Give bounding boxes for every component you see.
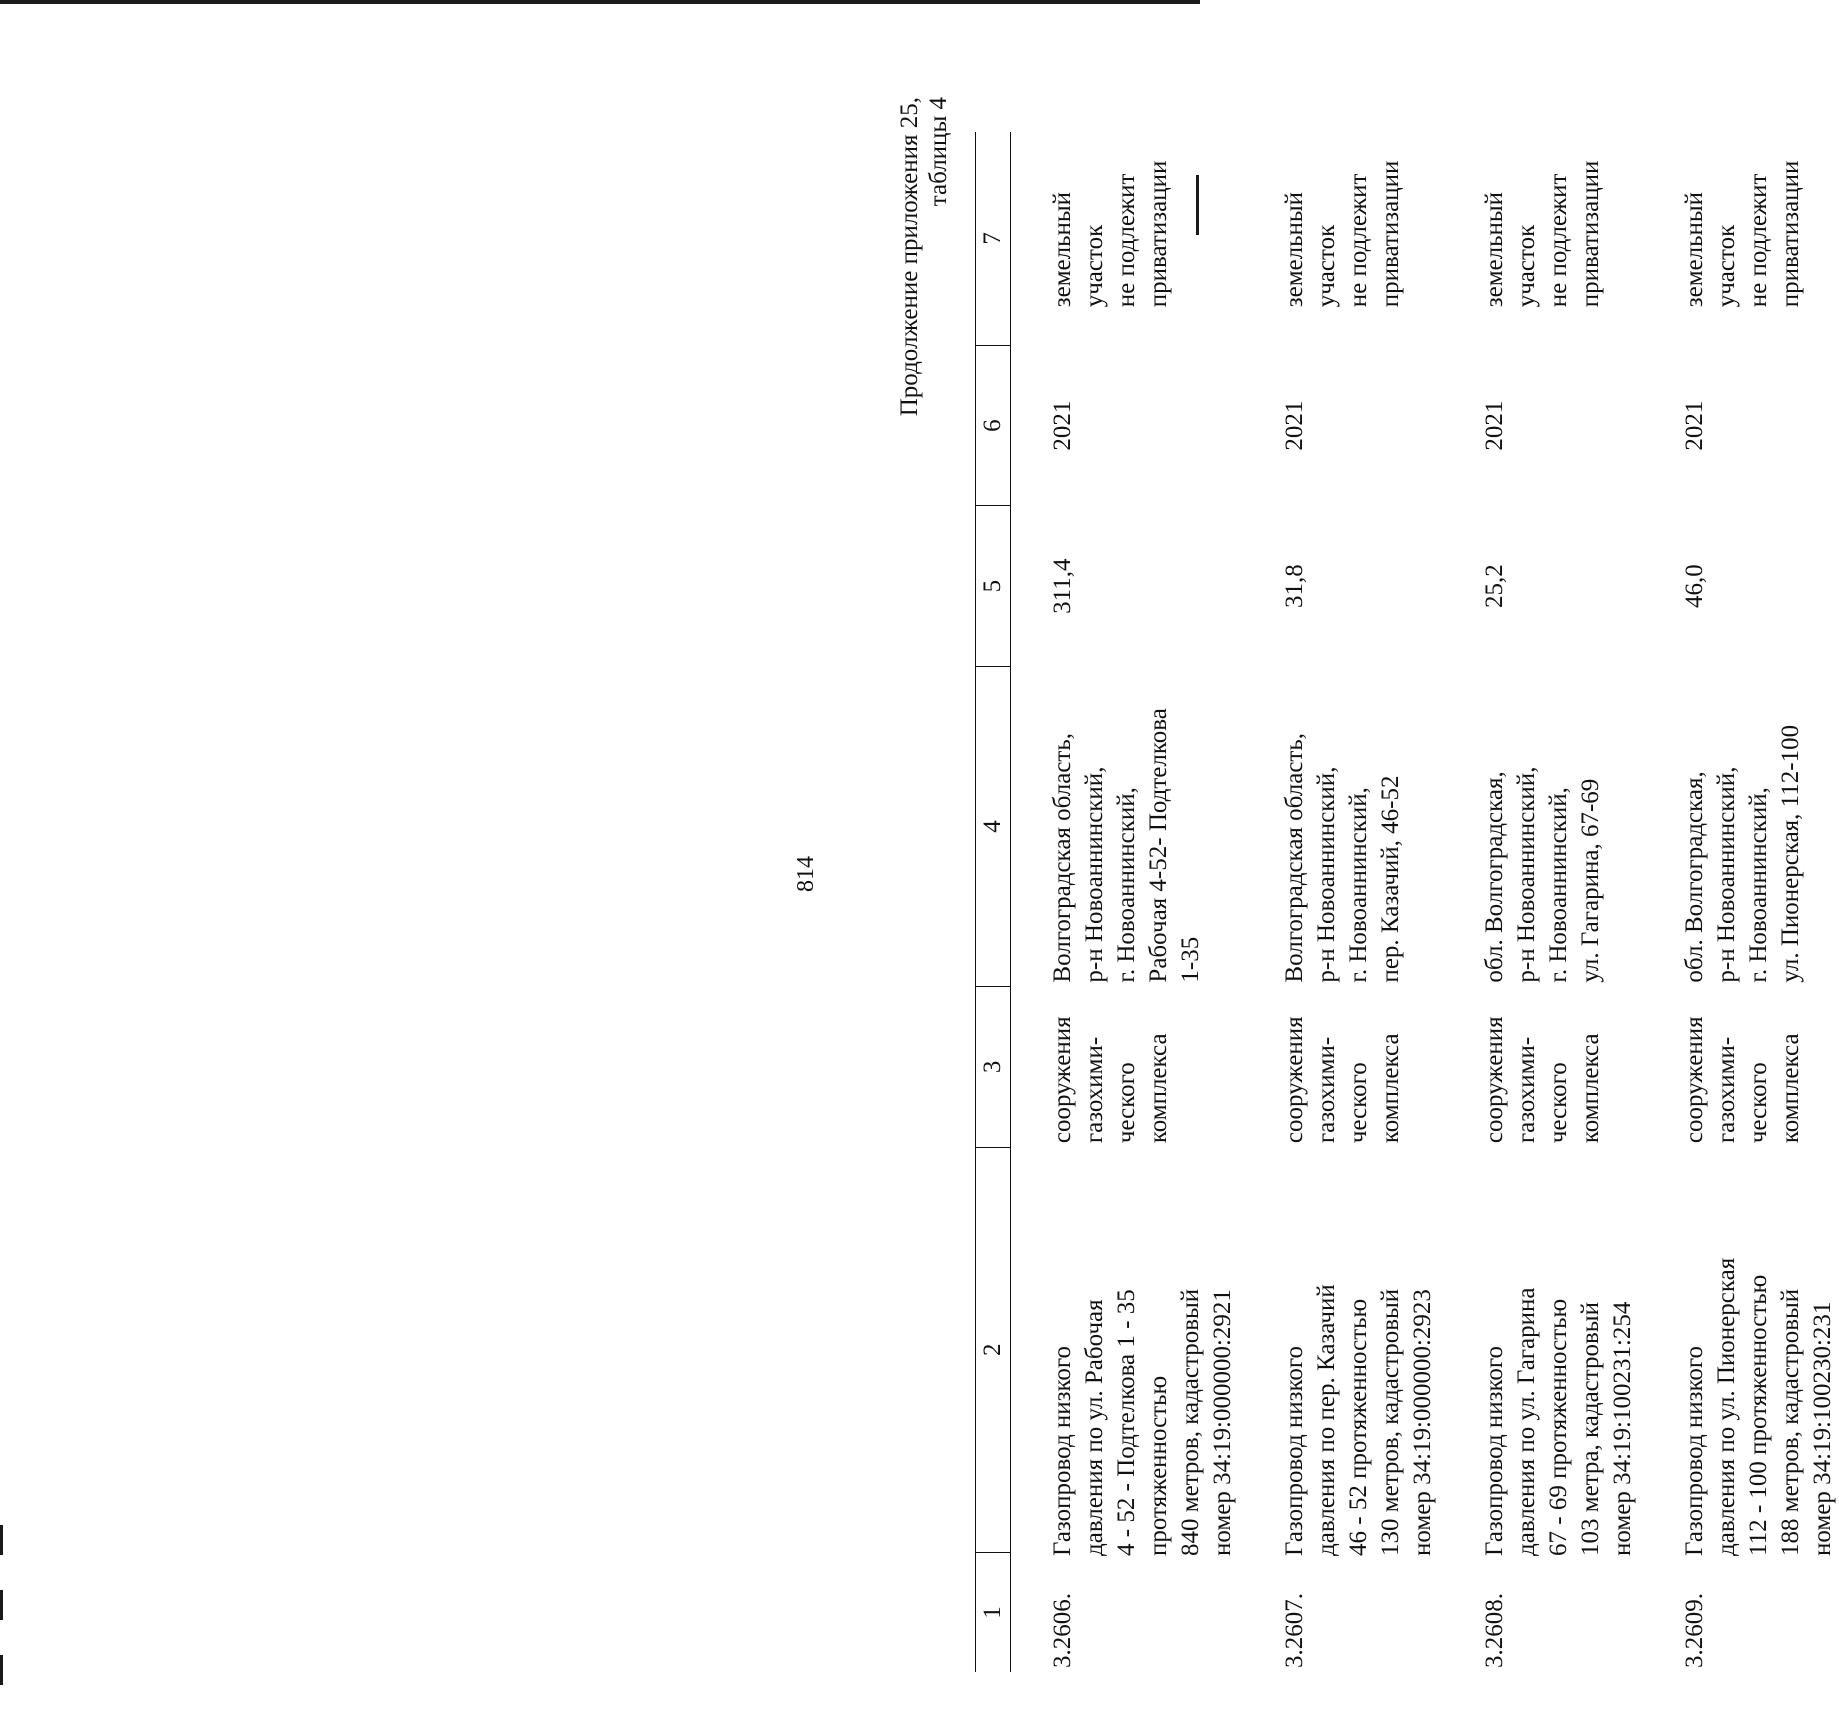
cell-purpose-line: сооружения (1049, 1016, 1076, 1144)
cell-name-line: протяженностью (1145, 1375, 1172, 1556)
row-number: 3.2608. (1481, 1593, 1508, 1668)
cell-name-line: давления по пер. Казачий (1313, 1284, 1340, 1556)
cell-purpose-line: сооружения (1481, 1016, 1508, 1144)
cell-address (1011, 666, 1240, 986)
cell-note-line: земельный (1481, 191, 1508, 308)
cell-purpose-line: ческого (1113, 1062, 1140, 1144)
cell-purpose-line: комплекса (1145, 1033, 1172, 1144)
cell-purpose (1239, 987, 1439, 1148)
scan-edge-mark (0, 1525, 3, 1555)
cell-note-line: земельный (1049, 191, 1076, 308)
cell-name-line: 840 метров, кадастровый (1177, 1288, 1204, 1556)
property-table (975, 132, 1839, 1672)
cell-purpose-line: ческого (1745, 1062, 1772, 1144)
cell-area: 31,8 (1281, 564, 1308, 609)
cell-address-line: р-н Новоаннинский, (1313, 766, 1340, 983)
cell-purpose-line: комплекса (1777, 1033, 1804, 1144)
rotated-page (35, 92, 1836, 1692)
row-number: 3.2607. (1281, 1593, 1308, 1668)
table-row (1239, 132, 1439, 1672)
row-number: 3.2606. (1049, 1593, 1076, 1668)
cell-purpose-line: газохими- (1313, 1036, 1340, 1144)
cell-address-line: р-н Новоаннинский, (1713, 766, 1740, 983)
cell-address-line: 1-35 (1177, 936, 1204, 983)
cell-year: 2021 (1281, 400, 1308, 451)
cell-address-line: г. Новоаннинский, (1345, 787, 1372, 983)
cell-name-line: 112 - 100 протяженностью (1745, 1274, 1772, 1556)
cell-area: 46,0 (1681, 564, 1708, 609)
scan-top-edge (0, 0, 1200, 4)
cell-note-line: участок (1313, 224, 1340, 308)
cell-name-line: 4 - 52 - Подтелкова 1 - 35 (1113, 1289, 1140, 1556)
cell-name-line: номер 34:19:100230:231 (1809, 1301, 1836, 1556)
cell-number-and-name (1639, 1147, 1839, 1672)
object-name (1679, 1258, 1839, 1556)
cell-address-line: г. Новоаннинский, (1545, 787, 1572, 983)
cell-note-line: приватизации (1777, 160, 1804, 308)
cell-note-line: приватизации (1377, 160, 1404, 308)
cell-name-line: номер 34:19:100231:254 (1609, 1301, 1636, 1556)
cell-purpose (1011, 987, 1240, 1148)
cell-name-line: Газопровод низкого (1481, 1345, 1508, 1556)
table-row (1011, 132, 1240, 1672)
row-number: 3.2609. (1681, 1593, 1708, 1668)
cell-name-line: Газопровод низкого (1049, 1345, 1076, 1556)
table-row (1439, 132, 1639, 1672)
cell-name-line: номер 34:19:000000:2923 (1409, 1289, 1436, 1556)
cell-purpose-line: сооружения (1681, 1016, 1708, 1144)
cell-address-line: ул. Гагарина, 67-69 (1577, 778, 1604, 983)
cell-name-line: давления по ул. Пионерская (1713, 1257, 1740, 1556)
cell-address-line: г. Новоаннинский, (1745, 787, 1772, 983)
cell-year: 2021 (1681, 400, 1708, 451)
cell-purpose-line: газохими- (1513, 1036, 1540, 1144)
cell-address-line: обл. Волгоградская, (1681, 771, 1708, 983)
header-col-1: 1 (976, 1552, 1011, 1672)
header-col-5: 5 (976, 506, 1011, 667)
cell-name-line: давления по ул. Гагарина (1513, 1287, 1540, 1556)
cell-note-line: приватизации (1577, 160, 1604, 308)
cell-note-line: приватизации (1145, 160, 1172, 308)
table-row (1639, 132, 1839, 1672)
cell-number-and-name (1239, 1147, 1439, 1672)
scan-edge-mark (0, 1655, 3, 1685)
cell-purpose-line: комплекса (1377, 1033, 1404, 1144)
cell-address-line: р-н Новоаннинский, (1081, 766, 1108, 983)
cell-purpose-line: ческого (1345, 1062, 1372, 1144)
cell-number-and-name (1439, 1147, 1639, 1672)
cell-purpose-line: сооружения (1281, 1016, 1308, 1144)
cell-address-line: г. Новоаннинский, (1113, 787, 1140, 983)
cell-address-line: ул. Пионерская, 112-100 (1777, 724, 1804, 983)
cell-note (1239, 132, 1439, 345)
cell-purpose (1639, 987, 1839, 1148)
object-name (1279, 1284, 1439, 1556)
header-col-4: 4 (976, 666, 1011, 986)
cell-name-line: Газопровод низкого (1681, 1345, 1708, 1556)
cell-address-line: Волгоградская область, (1281, 732, 1308, 983)
cell-note-line: земельный (1281, 191, 1308, 308)
cell-address-line: обл. Волгоградская, (1481, 771, 1508, 983)
cell-number-and-name (1011, 1147, 1240, 1672)
cell-name-line: 67 - 69 протяженностью (1545, 1298, 1572, 1556)
header-col-6: 6 (976, 345, 1011, 506)
header-col-3: 3 (976, 987, 1011, 1148)
cell-year: 2021 (1049, 400, 1076, 451)
cell-address-line: Волгоградская область, (1049, 732, 1076, 983)
cell-name-line: давления по ул. Рабочая (1081, 1299, 1108, 1556)
cell-address-line: пер. Казачий, 46-52 (1377, 775, 1404, 983)
cell-address-line: р-н Новоаннинский, (1513, 766, 1540, 983)
cell-note-line: участок (1713, 224, 1740, 308)
cell-name-line: 103 метра, кадастровый (1577, 1302, 1604, 1556)
cell-address (1439, 666, 1639, 986)
cell-purpose-line: газохими- (1713, 1036, 1740, 1144)
cell-note-line: участок (1513, 224, 1540, 308)
cell-purpose (1439, 987, 1639, 1148)
table-header-row (976, 132, 1011, 1672)
cell-address-line: Рабочая 4-52- Подтелкова (1145, 708, 1172, 983)
cell-note-line: не подлежит (1545, 173, 1572, 308)
caption-line-2: таблицы 4 (925, 97, 952, 207)
page-number: 814 (793, 856, 819, 892)
cell-note-line: участок (1081, 224, 1108, 308)
cell-year: 2021 (1481, 400, 1508, 451)
cell-address (1639, 666, 1839, 986)
cell-note-line: не подлежит (1745, 173, 1772, 308)
cell-name-line: номер 34:19:000000:2921 (1209, 1289, 1236, 1556)
cell-name-line: 46 - 52 протяженностью (1345, 1298, 1372, 1556)
cell-address (1239, 666, 1439, 986)
object-name (1047, 1289, 1239, 1556)
cell-name-line: 188 метров, кадастровый (1777, 1288, 1804, 1556)
cell-note-line: не подлежит (1113, 173, 1140, 308)
cell-note (1011, 132, 1240, 345)
scan-edge-mark (0, 1590, 3, 1620)
table-caption (895, 97, 953, 757)
object-name (1479, 1287, 1639, 1556)
cell-note-line: земельный (1681, 191, 1708, 308)
cell-purpose-line: комплекса (1577, 1033, 1604, 1144)
cell-purpose-line: газохими- (1081, 1036, 1108, 1144)
cell-note (1639, 132, 1839, 345)
cell-note-line: не подлежит (1345, 173, 1372, 308)
cell-note (1439, 132, 1639, 345)
header-col-2: 2 (976, 1147, 1011, 1552)
cell-name-line: 130 метров, кадастровый (1377, 1288, 1404, 1556)
cell-area: 311,4 (1049, 558, 1076, 614)
cell-area: 25,2 (1481, 564, 1508, 609)
cell-name-line: Газопровод низкого (1281, 1345, 1308, 1556)
caption-line-1: Продолжение приложения 25, (896, 97, 923, 417)
cell-purpose-line: ческого (1545, 1062, 1572, 1144)
header-col-7: 7 (976, 132, 1011, 345)
